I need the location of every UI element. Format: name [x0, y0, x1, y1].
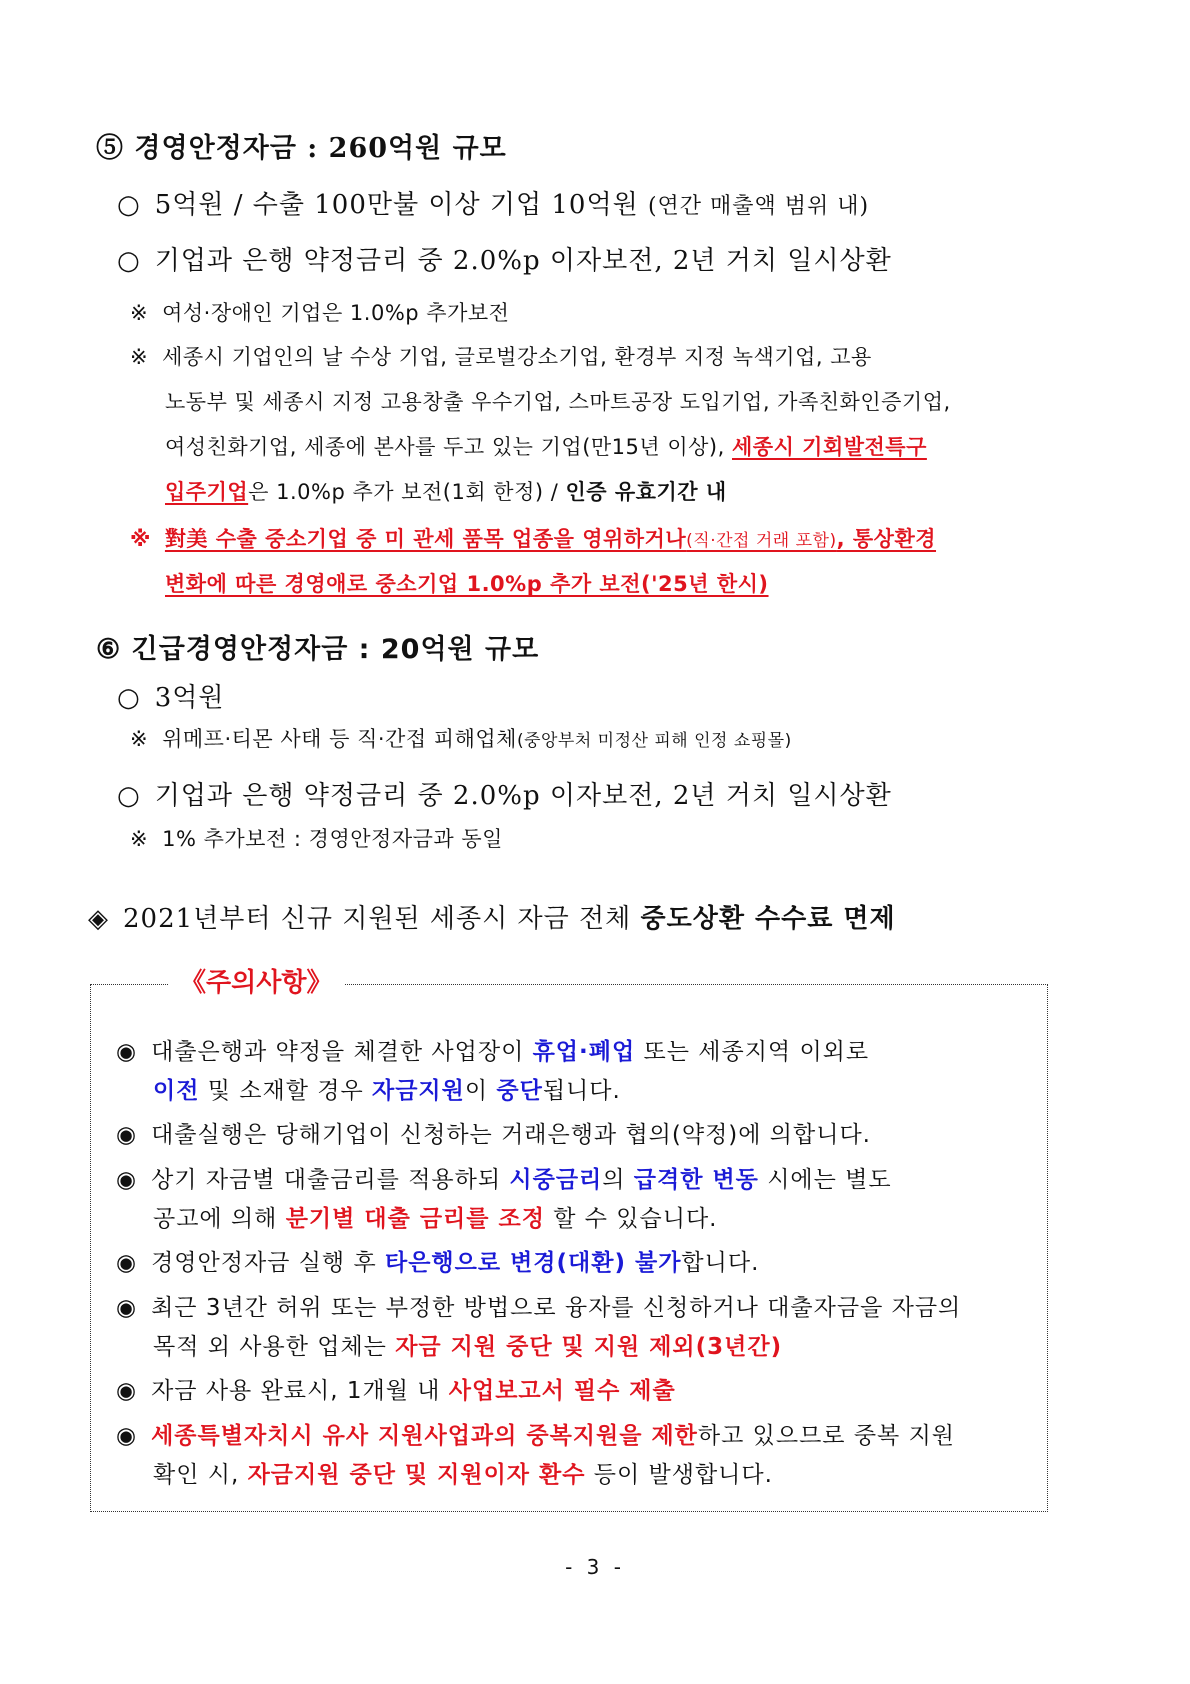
bullseye-bullet-icon: ◉: [116, 1378, 138, 1404]
bullseye-bullet-icon: ◉: [116, 1423, 138, 1449]
special-zone-highlight: 세종시 기회발전특구: [732, 435, 927, 459]
reference-mark-icon: ※: [130, 301, 149, 325]
section5-bullet-2: ○ 기업과 은행 약정금리 중 2.0%p 이자보전, 2년 거치 일시상환: [117, 246, 892, 276]
notice-item-4: ◉ 경영안정자금 실행 후 타은행으로 변경(대환) 불가합니다.: [116, 1250, 760, 1276]
notice-item-2: ◉ 대출실행은 당해기업이 신청하는 거래은행과 협의(약정)에 의합니다.: [116, 1122, 871, 1148]
bullseye-bullet-icon: ◉: [116, 1167, 138, 1193]
section5-bullet-1: ○ 5억원 / 수출 100만불 이상 기업 10억원 (연간 매출액 범위 내): [117, 190, 870, 220]
page-number: - 3 -: [565, 1555, 625, 1579]
notice-item-5-line-2: 목적 외 사용한 업체는 자금 지원 중단 및 지원 제외(3년간): [153, 1334, 783, 1360]
circled-five-icon: ⑤: [96, 133, 124, 164]
exemption-line: ◈ 2021년부터 신규 지원된 세종시 자금 전체 중도상환 수수료 면제: [88, 904, 896, 934]
section6-heading: ⑥ 긴급경영안정자금 : 20억원 규모: [96, 634, 540, 665]
notice-title: 《주의사항》: [168, 962, 344, 999]
circled-six-icon: ⑥: [96, 634, 122, 665]
section5-note-3: ※ 對美 수출 중소기업 중 미 관세 품목 업종을 영위하거나(직·간접 거래 포함), 통상환경: [130, 527, 937, 551]
notice-item-1-line-2: 이전 및 소재할 경우 자금지원이 중단됩니다.: [153, 1078, 621, 1104]
section5-note-1: ※ 여성·장애인 기업은 1.0%p 추가보전: [130, 301, 510, 325]
notice-item-1: ◉ 대출은행과 약정을 체결한 사업장이 휴업·폐업 또는 세종지역 이외로: [116, 1039, 870, 1065]
reference-mark-icon: ※: [130, 527, 151, 551]
notice-item-7: ◉ 세종특별자치시 유사 지원사업과의 중복지원을 제한하고 있으므로 중복 지원: [116, 1423, 956, 1449]
notice-item-5: ◉ 최근 3년간 허위 또는 부정한 방법으로 융자를 신청하거나 대출자금을 자금의: [116, 1295, 962, 1321]
section5-note-2-line-4: 입주기업은 1.0%p 추가 보전(1회 한정) / 인증 유효기간 내: [165, 480, 727, 504]
notice-item-6: ◉ 자금 사용 완료시, 1개월 내 사업보고서 필수 제출: [116, 1378, 676, 1404]
reference-mark-icon: ※: [130, 727, 149, 751]
diamond-bullet-icon: ◈: [88, 904, 109, 934]
circle-bullet-icon: ○: [117, 190, 141, 220]
section6-note-2: ※ 1% 추가보전 : 경영안정자금과 동일: [130, 827, 503, 851]
circle-bullet-icon: ○: [117, 781, 141, 811]
bullseye-bullet-icon: ◉: [116, 1250, 138, 1276]
section5-note-2: ※ 세종시 기업인의 날 수상 기업, 글로벌강소기업, 환경부 지정 녹색기업, 고용: [130, 345, 872, 369]
notice-item-7-line-2: 확인 시, 자금지원 중단 및 지원이자 환수 등이 발생합니다.: [153, 1462, 773, 1488]
notice-item-3: ◉ 상기 자금별 대출금리를 적용하되 시중금리의 급격한 변동 시에는 별도: [116, 1167, 892, 1193]
circle-bullet-icon: ○: [117, 683, 141, 713]
bullseye-bullet-icon: ◉: [116, 1295, 138, 1321]
bullseye-bullet-icon: ◉: [116, 1122, 138, 1148]
section6-bullet-2: ○ 기업과 은행 약정금리 중 2.0%p 이자보전, 2년 거치 일시상환: [117, 781, 892, 811]
section5-heading: ⑤ 경영안정자금 : 260억원 규모: [96, 133, 507, 164]
section5-note-2-line-2: 노동부 및 세종시 지정 고용창출 우수기업, 스마트공장 도입기업, 가족친화인증기업,: [165, 390, 951, 414]
section5-note-2-line-3: 여성친화기업, 세종에 본사를 두고 있는 기업(만15년 이상), 세종시 기회발전특구: [165, 435, 927, 459]
notice-item-3-line-2: 공고에 의해 분기별 대출 금리를 조정 할 수 있습니다.: [153, 1206, 718, 1232]
section6-bullet-1: ○ 3억원: [117, 683, 225, 713]
bullseye-bullet-icon: ◉: [116, 1039, 138, 1065]
reference-mark-icon: ※: [130, 345, 149, 369]
reference-mark-icon: ※: [130, 827, 149, 851]
section6-note-1: ※ 위메프·티몬 사태 등 직·간접 피해업체(중앙부처 미정산 피해 인정 쇼핑몰): [130, 727, 792, 751]
section5-note-3-line-2: 변화에 따른 경영애로 중소기업 1.0%p 추가 보전('25년 한시): [165, 572, 769, 596]
circle-bullet-icon: ○: [117, 246, 141, 276]
